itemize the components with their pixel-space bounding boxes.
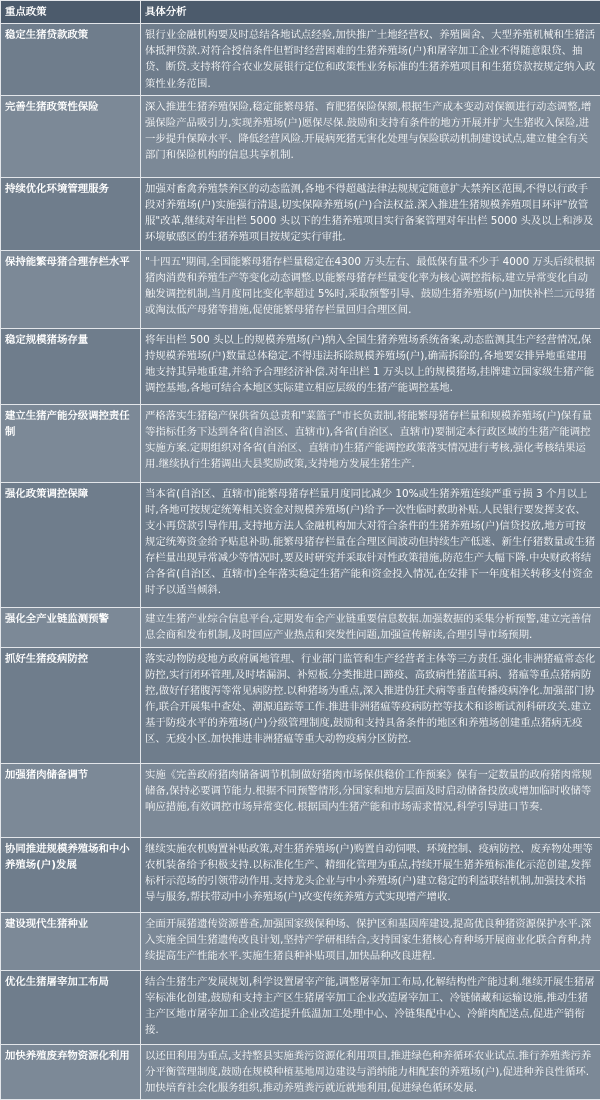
table-row [1,328,600,404]
analysis-cell: 当本省(自治区、直辖市)能繁母猪存栏量月度同比减少 10%或生猪养殖连续严重亏损 3 个月以上时,各地可按规定统筹相关资金对规模养殖场(户)给予一次性临时救助补贴.人民银行要发挥支农、支小再贷款引导作用,支持地方法人金融机构加大对符合条件的生猪养殖场(户)信贷投放,地方可按规定统筹资金给予贴息补助.能繁母猪存栏量在合理区间波动但持续生产低迷、新生仔猪数量或生猪存栏量出现异常减少等情况时,要及时研究并采取针对性政策措施,防范生产大幅下降.中央财政将结合各省(自治区、直辖市)全年落实稳定生猪产能和资金投入情况,在安排下一年度相关转移支付资金时予以适当倾斜. [141,482,600,607]
table-row [1,24,600,96]
analysis-cell: 落实动物防疫地方政府属地管理、行业部门监管和生产经营者主体等三方责任.强化非洲猪瘟常态化防控,实行闭环管理,及时堵漏洞、补短板.分类推进口蹄疫、高致病性猪蓝耳病、猪瘟等重点猪病防控,做好仔猪腹泻等常见病防控.以种猪场为重点,深入推进伪狂犬病等垂直传播疫病净化.加强部门协作,联合开展集中查处、潮源追踪等工作.推进非洲猪瘟等疫病防控等技术和诊断试剂科研攻关.建立基于防疫水平的养殖场(户)分级管理制度,鼓励和支持具备条件的地区和养殖场创建重点猪病无疫区、无疫小区.加快推进非洲猪瘟等重大动物疫病分区防控. [141,647,600,763]
analysis-cell: 银行业金融机构要及时总结各地试点经验,加快推广土地经营权、养殖圈舍、大型养殖机械和生猪活体抵押贷款.对符合授信条件但暂时经营困难的生猪养殖场(户)和屠宰加工企业不得随意限贷、抽贷、断贷.支持将符合农业发展银行定位和政策性业务标准的生猪养殖项目和生猪贷款按规定纳入政策性业务范围. [141,24,600,96]
policy-cell: 建设现代生猪种业 [1,912,141,970]
policy-cell: 协同推进规模养殖场和中小养殖场(户)发展 [1,837,141,912]
policy-cell: 建立生猪产能分级调控责任制 [1,404,141,482]
table-row [1,647,600,763]
table-row [1,1044,600,1099]
analysis-cell: 建立生猪产业综合信息平台,定期发布全产业链重要信息数据.加强数据的采集分析预警,建立完善信息会商和发布机制,及时回应产业热点和突发性问题,加强宣传解读,合理引导市场预期. [141,607,600,647]
table-row [1,970,600,1044]
analysis-cell: 继续实施农机购置补贴政策,对生猪养殖场(户)购置自动饲喂、环境控制、疫病防控、废弃物处理等农机装备给予积极支持.以标准化生产、精细化管理为重点,持续开展生猪养殖标准化示范创建,发挥标杆示范场的引领带动作用.支持龙头企业与中小养殖场(户)建立稳定的利益联结机制,加强技术指导与服务,帮扶带动中小养殖场(户)改变传统养殖方式实现增产增收. [141,837,600,912]
header-analysis: 具体分析 [141,1,600,24]
policy-cell: 加强猪肉储备调节 [1,763,141,837]
table-row [1,763,600,837]
table-row [1,837,600,912]
table-row [1,404,600,482]
policy-cell: 强化政策调控保障 [1,482,141,607]
table-header-row [1,1,600,24]
analysis-cell: 将年出栏 500 头以上的规模养殖场(户)纳入全国生猪养殖场系统备案,动态监测其生产经营情况,保持规模养殖场(户)数量总体稳定.不得违法拆除规模养殖场(户),确需拆除的,各地要安排异地重建用地支持其异地重建,并给予合理经济补偿.对年出栏 1 万头以上的规模猪场,挂牌建立国家级生猪产能调控基地,各地可结合本地区实际建立相应层级的生猪产能调控基地. [141,328,600,404]
policy-cell: 稳定生猪贷款政策 [1,24,141,96]
policy-cell: 持续优化环境管理服务 [1,177,141,250]
analysis-cell: 深入推进生猪养殖保险,稳定能繁母猪、育肥猪保险保额,根据生产成本变动对保额进行动态调整,增强保险产品吸引力,实现养殖场(户)愿保尽保.鼓励和支持有条件的地方开展并扩大生猪收入保险,进一步提升保障水平、降低经营风险.开展病死猪无害化处理与保险联动机制建设试点,建立健全有关部门和保险机构的信息共享机制. [141,95,600,177]
table-row [1,482,600,607]
table-row [1,607,600,647]
policy-cell: 强化全产业链监测预警 [1,607,141,647]
analysis-cell: 加强对畜禽养殖禁养区的动态监测,各地不得超越法律法规规定随意扩大禁养区范围,不得以行政手段对养殖场(户)实施强行清退,切实保障养殖场(户)合法权益.深入推进生猪规模养殖项目环评"放管服"改革,继续对年出栏 5000 头以下的生猪养殖项目实行备案管理对年出栏 5000 头及以上和涉及环境敏感区的生猪养殖项目按规定实行审批. [141,177,600,250]
analysis-cell: 全面开展猪遗传资源普查,加强国家级保种场、保护区和基因库建设,提高优良种猪资源保护水平.深入实施全国生猪遗传改良计划,坚持产学研相结合,支持国家生猪核心育种场开展商业化联合育种,持续提高生产性能水平.实施生猪良种补贴项目,加快品种改良进程. [141,912,600,970]
analysis-cell: 实施《完善政府猪肉储备调节机制做好猪肉市场保供稳价工作预案》保有一定数量的政府猪肉常规储备,保持必要调节能力.根据不同预警情形,分国家和地方层面及时启动储备投放或增加临时收储等响应措施,有效调控市场异常变化.根据国内生猪产能和市场需求情况,科学引导进口节奏. [141,763,600,837]
table-row [1,95,600,177]
policy-cell: 稳定规模猪场存量 [1,328,141,404]
policy-cell: 加快养殖废弃物资源化利用 [1,1044,141,1099]
analysis-cell: 以还田利用为重点,支持整县实施粪污资源化利用项目,推进绿色种养循环农业试点.推行养殖粪污养分平衡管理制度,鼓励在规模种植基地周边建设与消纳能力相配套的养殖场(户),促进种养良性循环.加快培育社会化服务组织,推动养殖粪污就近就地利用,促进绿色循环发展. [141,1044,600,1099]
analysis-cell: 结合生猪生产发展规划,科学设置屠宰产能,调整屠宰加工布局,化解结构性产能过剩.继续开展生猪屠宰标准化创建,鼓励和支持主产区生猪屠宰加工企业改造屠宰加工、冷链储藏和运输设施,推动生猪主产区地市屠宰加工企业改造提升低温加工处理中心、冷链集配中心、冷鲜肉配送点,促进产销衔接. [141,970,600,1044]
analysis-cell: 严格落实生猪稳产保供省负总责和"菜篮子"市长负责制,将能繁母猪存栏量和规模养殖场(户)保有量等指标任务下达到各省(自治区、直辖市),各省(自治区、直辖市)要制定本行政区域的生猪产能调控实施方案.定期组织对各省(自治区、直辖市)生猪产能调控政策落实情况进行考核,强化考核结果运用.继续执行生猪调出大县奖励政策,支持地方发展生猪生产. [141,404,600,482]
policy-cell: 完善生猪政策性保险 [1,95,141,177]
header-policy: 重点政策 [1,1,141,24]
policy-cell: 优化生猪屠宰加工布局 [1,970,141,1044]
table-row [1,912,600,970]
policy-cell: 抓好生猪疫病防控 [1,647,141,763]
table-row [1,250,600,328]
policy-cell: 保持能繁母猪合理存栏水平 [1,250,141,328]
analysis-cell: "十四五"期间,全国能繁母猪存栏量稳定在4300 万头左右、最低保有量不少于 4000 万头后续根据猪肉消费和养殖生产等变化动态调整.以能繁母猪存栏量变化率为核心调控指标,建立异常变化自动触发调控机制,当月度同比变化率超过 5%时,采取预警引导、鼓励生猪养殖场(户)加快补栏二元母猪或淘汰低产母猪等措施,促使能繁母猪存栏量回归合理区间. [141,250,600,328]
table-row [1,177,600,250]
